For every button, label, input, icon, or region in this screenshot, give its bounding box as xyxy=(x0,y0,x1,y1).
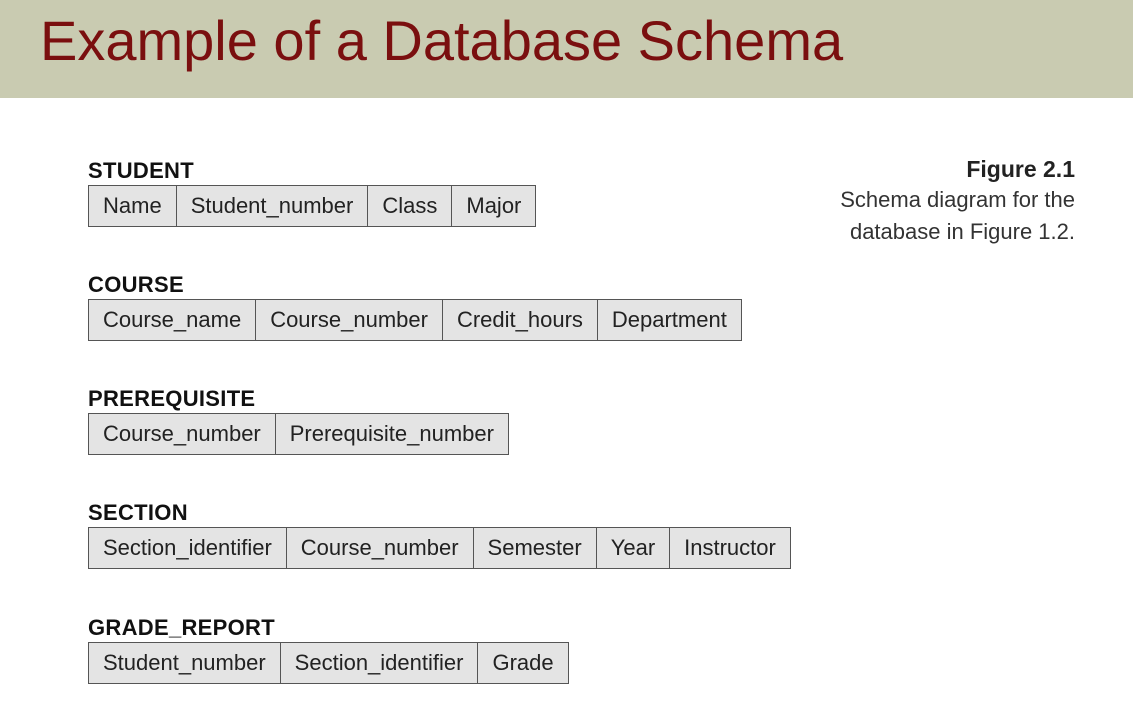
slide-title: Example of a Database Schema xyxy=(40,9,844,72)
title-bar xyxy=(0,0,1133,98)
attribute-row xyxy=(88,299,742,341)
figure-caption xyxy=(775,154,1075,248)
attribute-cell: Course_number xyxy=(286,528,473,568)
relation-student xyxy=(88,157,536,227)
relation-name: COURSE xyxy=(88,272,184,297)
relation-name: SECTION xyxy=(88,500,188,525)
attribute-cell: Year xyxy=(596,528,669,568)
relation-course xyxy=(88,271,742,341)
attribute-cell: Name xyxy=(103,193,162,218)
relation-grade-report xyxy=(88,614,569,684)
attribute-cell: Course_number xyxy=(255,300,442,340)
relation-name: PREREQUISITE xyxy=(88,386,256,411)
attribute-cell: Student_number xyxy=(103,650,266,675)
attribute-cell: Major xyxy=(451,186,535,226)
attribute-cell: Class xyxy=(367,186,451,226)
attribute-row xyxy=(88,642,569,684)
attribute-cell: Prerequisite_number xyxy=(275,414,508,454)
relation-section xyxy=(88,499,791,569)
attribute-cell: Credit_hours xyxy=(442,300,597,340)
figure-label: Figure 2.1 xyxy=(966,156,1075,182)
attribute-cell: Section_identifier xyxy=(280,643,478,683)
attribute-cell: Semester xyxy=(473,528,596,568)
relation-prerequisite xyxy=(88,385,509,455)
attribute-row xyxy=(88,185,536,227)
attribute-cell: Department xyxy=(597,300,741,340)
attribute-cell: Instructor xyxy=(669,528,790,568)
attribute-cell: Student_number xyxy=(176,186,368,226)
relation-name: GRADE_REPORT xyxy=(88,615,275,640)
attribute-row xyxy=(88,413,509,455)
attribute-cell: Course_name xyxy=(103,307,242,332)
attribute-cell: Grade xyxy=(477,643,567,683)
caption-line-1: Schema diagram for the xyxy=(840,187,1075,212)
attribute-cell: Section_identifier xyxy=(103,535,272,560)
attribute-cell: Course_number xyxy=(103,421,261,446)
caption-line-2: database in Figure 1.2. xyxy=(849,219,1075,244)
relation-name: STUDENT xyxy=(88,158,194,183)
attribute-row xyxy=(88,527,791,569)
